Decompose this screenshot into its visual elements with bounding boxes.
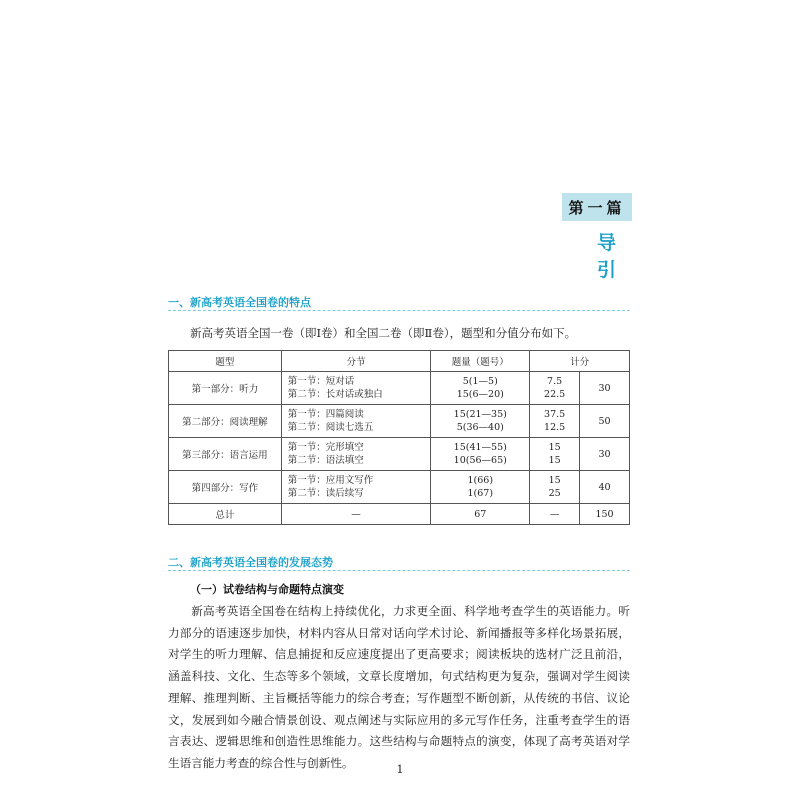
count-cell: 1(67) <box>467 488 494 499</box>
page-number: 1 <box>396 763 404 776</box>
total-points: 150 <box>580 504 630 525</box>
section-cell: 第二节：语法填空 <box>287 455 364 466</box>
count-cell: 10(56—65) <box>453 455 507 466</box>
row-sections <box>281 372 431 405</box>
section-divider-1 <box>168 310 630 311</box>
header-score: 计分 <box>530 351 630 372</box>
score-cell: 15 <box>548 455 561 466</box>
table-row <box>169 372 630 405</box>
section-cell: 第二节：阅读七选五 <box>287 422 374 433</box>
header-type: 题型 <box>169 351 282 372</box>
row-sections <box>281 438 431 471</box>
table-row <box>169 438 630 471</box>
row-scores <box>530 471 580 504</box>
row-total: 30 <box>580 372 630 405</box>
table-row <box>169 405 630 438</box>
table-row <box>169 471 630 504</box>
section-cell: 第一节：完形填空 <box>287 442 364 453</box>
total-label: 总计 <box>169 504 282 525</box>
row-counts <box>431 405 530 438</box>
count-cell: 15(41—55) <box>453 442 507 453</box>
body-paragraph: 新高考英语全国卷在结构上持续优化，力求更全面、科学地考查学生的英语能力。听力部分的语速逐步加快，材料内容从日常对话向学术讨论、新闻播报等多样化场景拓展，对学生的听力理解、信息捕捉和反应速度提出了更高要求；阅读板块的选材广泛且前沿，涵盖科技、文化、生态等多个领域，文章长度增加，句式结构更为复杂，强调对学生阅读理解、推理判断、主旨概括等能力的综合考查；写作题型不断创新，从传统的书信、议论文，发展到如今融合情景创设、观点阐述与实际应用的多元写作任务，注重考查学生的语言表达、逻辑思维和创造性思维能力。这些结构与命题特点的演变，体现了高考英语对学生语言能力考查的综合性与创新性。 <box>168 604 630 770</box>
score-cell: 12.5 <box>544 422 566 433</box>
row-total: 50 <box>580 405 630 438</box>
section-divider-2 <box>168 570 630 571</box>
section-heading-2: 二、新高考英语全国卷的发展态势 <box>168 556 333 569</box>
score-cell: 37.5 <box>544 409 566 420</box>
table-header-row <box>169 351 630 372</box>
section-cell: 第二节：读后续写 <box>287 488 364 499</box>
section-cell: 第二节：长对话或独白 <box>287 389 383 400</box>
row-type: 第一部分：听力 <box>169 372 282 405</box>
score-cell: 22.5 <box>544 389 566 400</box>
row-total: 30 <box>580 438 630 471</box>
row-sections <box>281 405 431 438</box>
row-counts <box>431 471 530 504</box>
header-section: 分节 <box>281 351 431 372</box>
row-type: 第三部分：语言运用 <box>169 438 282 471</box>
count-cell: 5(36—40) <box>456 422 504 433</box>
row-total: 40 <box>580 471 630 504</box>
total-count: 67 <box>431 504 530 525</box>
section-heading-1: 一、新高考英语全国卷的特点 <box>168 296 311 309</box>
score-cell: 7.5 <box>547 376 563 387</box>
row-type: 第二部分：阅读理解 <box>169 405 282 438</box>
total-score: — <box>530 504 580 525</box>
section-cell: 第一节：四篇阅读 <box>287 409 364 420</box>
score-cell: 25 <box>548 488 561 499</box>
row-type: 第四部分：写作 <box>169 471 282 504</box>
row-counts <box>431 372 530 405</box>
table-total-row <box>169 504 630 525</box>
count-cell: 5(1—5) <box>462 376 498 387</box>
row-sections <box>281 471 431 504</box>
score-cell: 15 <box>548 442 561 453</box>
row-scores <box>530 438 580 471</box>
count-cell: 15(6—20) <box>456 389 504 400</box>
part-title: 导 引 <box>596 232 634 281</box>
total-section: — <box>281 504 431 525</box>
count-cell: 15(21—35) <box>453 409 507 420</box>
subsection-heading: （一）试卷结构与命题特点演变 <box>190 583 344 596</box>
part-label: 第一篇 <box>562 193 632 221</box>
table-intro: 新高考英语全国一卷（即Ⅰ卷）和全国二卷（即Ⅱ卷），题型和分值分布如下。 <box>190 326 577 340</box>
row-scores <box>530 405 580 438</box>
section-cell: 第一节：应用文写作 <box>287 475 374 486</box>
row-scores <box>530 372 580 405</box>
score-cell: 15 <box>548 475 561 486</box>
count-cell: 1(66) <box>467 475 494 486</box>
score-distribution-table <box>168 350 630 525</box>
row-counts <box>431 438 530 471</box>
header-count: 题量（题号） <box>431 351 530 372</box>
section-cell: 第一节：短对话 <box>287 376 355 387</box>
